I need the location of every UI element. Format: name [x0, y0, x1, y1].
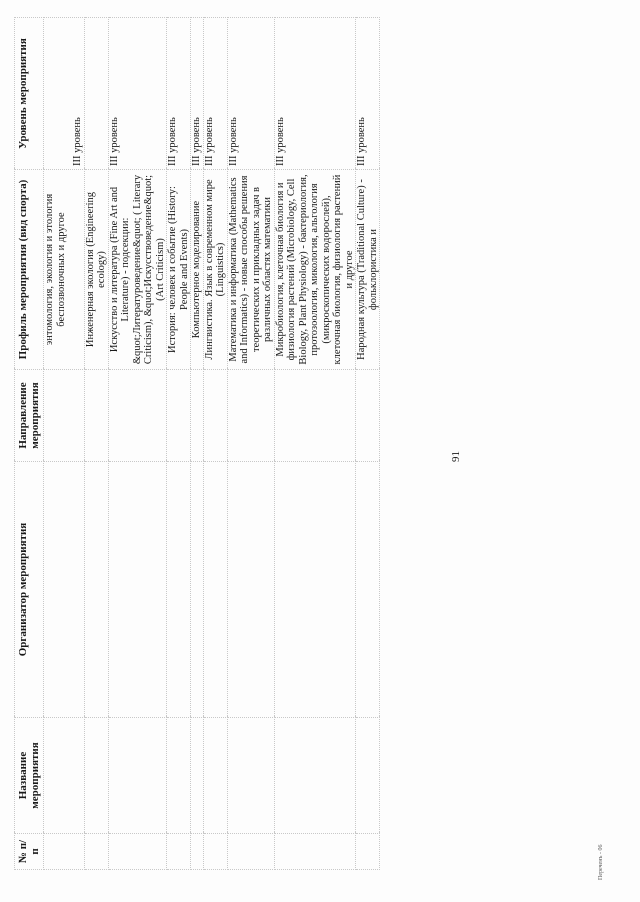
header-num: № п/п — [15, 834, 44, 870]
header-name: Название мероприятия — [15, 718, 44, 834]
profile-cell: Микробиология, клеточная биология и физиология растений (Microbiology, Cell Biology, Plant Physiology) - бактериология, протозоология, микология, альгология (микроскопических водорослей), клеточная биология, физиология растений и другое — [274, 170, 356, 370]
table-row — [274, 18, 356, 870]
profile-cell: Математика и информатика (Mathematics and Informatics) - новые способы решения теоретических и прикладных задач в различных областях математики — [227, 170, 274, 370]
level-cell: III уровень — [227, 18, 274, 170]
profile-cell: Лингвистика. Язык в современном мире (Linguistics) — [203, 170, 227, 370]
table-row — [108, 18, 167, 870]
profile-cell: энтомология, экология и этология беспозвоночных и другое — [44, 170, 85, 370]
events-table — [14, 17, 380, 870]
footer-note: Переченъ - 06 — [598, 844, 604, 880]
table-row — [191, 18, 204, 870]
level-cell: III уровень — [191, 18, 204, 170]
page-number: 91 — [450, 451, 462, 462]
table-header-row — [15, 18, 44, 870]
table-row — [356, 18, 380, 870]
table-row — [227, 18, 274, 870]
profile-cell: История: человек и событие (History: People and Events) — [167, 170, 191, 370]
level-cell: III уровень — [108, 18, 167, 170]
level-cell: III уровень — [44, 18, 85, 170]
level-cell — [84, 18, 108, 170]
table-row — [44, 18, 85, 870]
profile-cell: Инженерная экология (Engineering ecology) — [84, 170, 108, 370]
profile-cell: Народная культура (Traditional Culture) - фольклористика и — [356, 170, 380, 370]
table-row — [203, 18, 227, 870]
level-cell: III уровень — [356, 18, 380, 170]
header-profile: Профиль мероприятия (вид спорта) — [15, 170, 44, 370]
table-row — [84, 18, 108, 870]
profile-cell: Компьютерное моделирование — [191, 170, 204, 370]
header-organizer: Организатор мероприятия — [15, 462, 44, 718]
header-level: Уровень мероприятия — [15, 18, 44, 170]
table-row — [167, 18, 191, 870]
header-direction: Направление мероприятия — [15, 370, 44, 462]
level-cell: III уровень — [167, 18, 191, 170]
level-cell: III уровень — [274, 18, 356, 170]
level-cell: III уровень — [203, 18, 227, 170]
profile-cell: Искусство и литература (Fine Art and Literature) - подсекции: &quot;Литературоведение&quot; ( Literary Criticism), &quot;Искусствоведение&quot; (Art Criticism) — [108, 170, 167, 370]
